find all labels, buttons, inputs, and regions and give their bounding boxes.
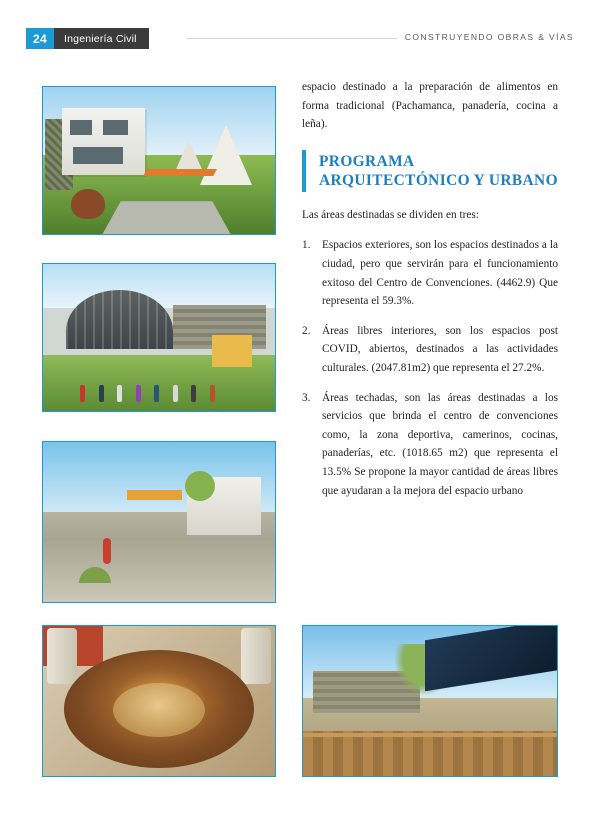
list-item: Áreas libres interiores, son los espacios post COVID, abiertos, destinados a las actividades culturales. (2047.81m2) que representa el 27.2%. [322, 324, 558, 374]
intro-paragraph: Las áreas destinadas se dividen en tres: [302, 208, 479, 221]
person-figure [136, 385, 141, 402]
kiosk-shape [212, 335, 251, 367]
planter-shape [71, 189, 105, 219]
wood-deck-shape [303, 731, 557, 776]
column-shape [241, 628, 271, 684]
amphitheater-center-shape [113, 683, 205, 737]
canopy-shape [127, 490, 183, 500]
ramp-shape [143, 169, 216, 176]
flower-shape [103, 538, 111, 564]
sky-region [43, 264, 275, 308]
section-tag: Ingeniería Civil [54, 28, 149, 49]
section-heading: PROGRAMA ARQUITECTÓNICO Y URBANO [319, 152, 558, 189]
window-shape [73, 147, 123, 165]
tree-shape [185, 471, 215, 501]
column-shape [47, 628, 77, 684]
person-figure [154, 385, 159, 402]
figure-render-terraza-jardin [42, 441, 276, 603]
building-shape [62, 108, 146, 176]
person-figure [210, 385, 215, 402]
text-column [302, 78, 558, 511]
lead-paragraph: espacio destinado a la preparación de alimentos en forma tradicional (Pachamanca, panadería, cocina a leña). [302, 81, 558, 131]
window-shape [70, 120, 92, 135]
person-figure [117, 385, 122, 402]
page-number: 24 [26, 28, 54, 49]
figure-render-plaza-boveda-personas [42, 263, 276, 412]
figure-render-anfiteatro-aereo [42, 625, 276, 777]
person-figure [173, 385, 178, 402]
person-figure [191, 385, 196, 402]
page-header [26, 28, 574, 50]
person-figure [99, 385, 104, 402]
numbered-list [302, 236, 558, 500]
person-figure [80, 385, 85, 402]
figure-render-exterior-viviendas [42, 86, 276, 235]
path-shape [102, 201, 230, 234]
figure-render-patio-sombra [302, 625, 558, 777]
section-heading-block [302, 150, 558, 192]
railing-shape [303, 733, 557, 737]
window-shape [103, 120, 128, 135]
running-title: CONSTRUYENDO OBRAS & VÍAS [397, 32, 574, 42]
list-item: Áreas techadas, son las áreas destinadas a los servicios que brinda el centro de convenciones como, la zona deportiva, camerinos, cocinas, panaderías, etc. (1018.65 m2) que representa el 13.5% Se propone la mayor cantidad de áreas libres que ayudaran a la mejora del espacio urbano [322, 391, 558, 497]
list-item: Espacios exteriores, son los espacios destinados a la ciudad, pero que servirán para el funcionamiento exitoso del Centro de Convenciones. (4462.9) Que representa el 59.3%. [322, 239, 558, 308]
